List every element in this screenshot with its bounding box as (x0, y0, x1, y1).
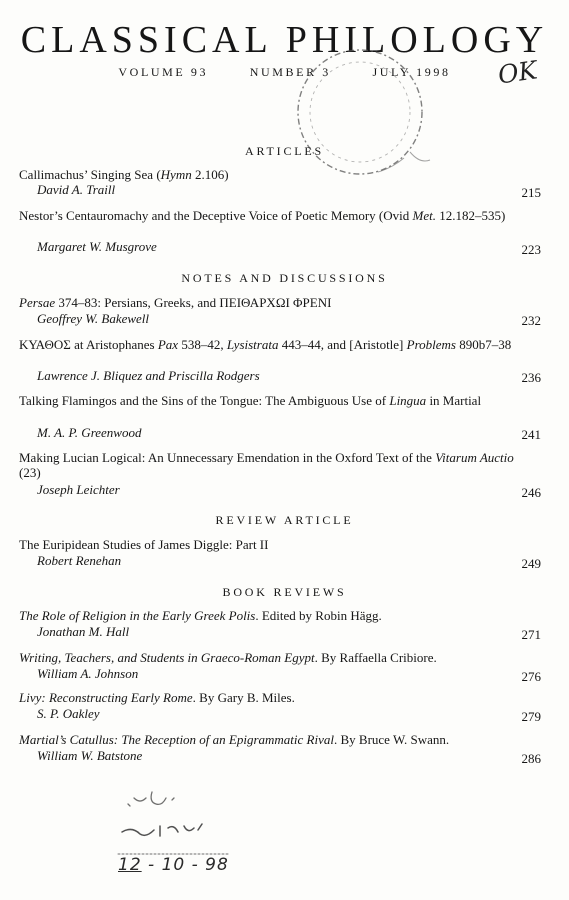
date-label: JULY 1998 (372, 65, 451, 79)
handwritten-date: 12 - 10 - 98 (118, 855, 229, 875)
entry-title: Nestor’s Centauromachy and the Deceptive Voice of Poetic Memory (Ovid Met. 12.182–535) (19, 208, 506, 223)
page-number: 223 (521, 242, 541, 257)
page-number: 276 (521, 669, 541, 684)
page-number: 241 (521, 427, 541, 442)
entry-title: Martial’s Catullus: The Reception of an Epigrammatic Rival. By Bruce W. Swann. (19, 732, 450, 747)
page-number: 286 (521, 751, 541, 766)
section-notes-heading: NOTES AND DISCUSSIONS (181, 271, 388, 285)
entry-author: Margaret W. Musgrove (37, 239, 157, 254)
page-number: 236 (521, 370, 541, 385)
page-number: 249 (521, 556, 541, 571)
number-label: NUMBER 3 (249, 65, 331, 79)
entry-title: ΚΥΑΘΟΣ at Aristophanes Pax 538–42, Lysistrata 443–44, and [Aristotle] Problems 890b7–38 (19, 337, 512, 352)
entry-title: Livy: Reconstructing Early Rome. By Gary B. Miles. (19, 690, 295, 705)
section-review-article-heading: REVIEW ARTICLE (215, 513, 354, 527)
entry-title: Talking Flamingos and the Sins of the Tongue: The Ambiguous Use of Lingua in Martial (19, 393, 482, 408)
entry-author: Robert Renehan (37, 553, 122, 568)
page-number: 271 (521, 627, 541, 642)
entry-author: Lawrence J. Bliquez and Priscilla Rodgers (37, 368, 260, 383)
entry-title: Making Lucian Logical: An Unnecessary Emendation in the Oxford Text of the Vitarum Auctio (23) (19, 450, 514, 480)
entry-title: The Euripidean Studies of James Diggle: Part II (19, 537, 269, 552)
journal-title: CLASSICAL PHILOLOGY (20, 19, 549, 61)
entry-author: M. A. P. Greenwood (37, 425, 142, 440)
entry-title: Writing, Teachers, and Students in Graeco-Roman Egypt. By Raffaella Cribiore. (19, 650, 437, 665)
entry-author: Jonathan M. Hall (37, 624, 130, 639)
entry-author: Joseph Leichter (37, 482, 120, 497)
entry-title: Persae 374–83: Persians, Greeks, and ΠΕΙΘΑΡΧΩΙ ΦΡΕΝΙ (19, 295, 332, 310)
entry-author: S. P. Oakley (37, 706, 100, 721)
entry-author: David A. Traill (37, 182, 116, 197)
page-number: 232 (521, 313, 541, 328)
page-number: 215 (521, 185, 541, 200)
page-number: 279 (521, 709, 541, 724)
entry-title: Callimachus’ Singing Sea (Hymn 2.106) (19, 167, 229, 182)
entry-author: William W. Batstone (37, 748, 143, 763)
entry-title: The Role of Religion in the Early Greek Polis. Edited by Robin Hägg. (19, 608, 382, 623)
section-articles-heading: ARTICLES (244, 144, 324, 158)
entry-author: Geoffrey W. Bakewell (37, 311, 150, 326)
page-number: 246 (521, 485, 541, 500)
entry-author: William A. Johnson (37, 666, 139, 681)
volume-label: VOLUME 93 (118, 65, 209, 79)
section-book-reviews-heading: BOOK REVIEWS (222, 585, 347, 599)
handwritten-ok-note: OK (496, 55, 540, 90)
